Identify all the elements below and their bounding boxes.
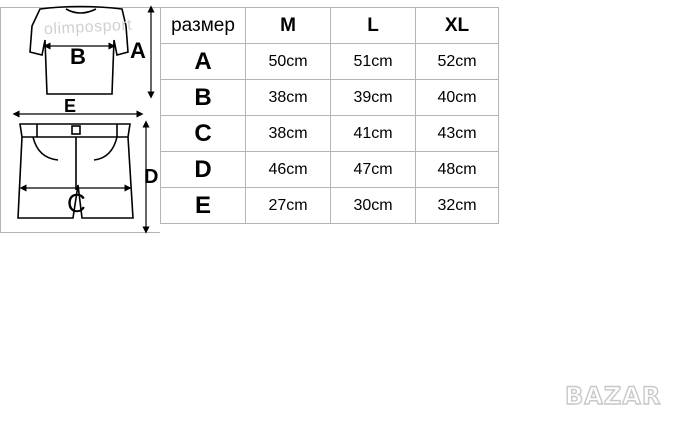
- table-cell: 38cm: [246, 116, 331, 152]
- table-row: [161, 152, 499, 188]
- table-cell: 30cm: [331, 188, 416, 224]
- corner-header: размер: [161, 8, 246, 44]
- dimension-label-b: B: [70, 44, 86, 69]
- table-cell: 46cm: [246, 152, 331, 188]
- row-label: E: [161, 188, 246, 224]
- table-cell: 40cm: [416, 80, 499, 116]
- table-cell: 39cm: [331, 80, 416, 116]
- column-header: L: [331, 8, 416, 44]
- bazar-logo: [563, 376, 667, 412]
- table-row: [161, 80, 499, 116]
- table-cell: 41cm: [331, 116, 416, 152]
- table-header-row: [161, 8, 499, 44]
- table-cell: 52cm: [416, 44, 499, 80]
- bazar-watermark-logo: [563, 376, 667, 417]
- table-cell: 48cm: [416, 152, 499, 188]
- svg-text:BAZAR: BAZAR: [565, 382, 662, 410]
- row-label: A: [161, 44, 246, 80]
- size-chart-table: [160, 7, 499, 224]
- dimension-label-c: C: [67, 188, 86, 218]
- table-row: [161, 44, 499, 80]
- table-cell: 47cm: [331, 152, 416, 188]
- table-row: [161, 116, 499, 152]
- column-header: M: [246, 8, 331, 44]
- table-cell: 43cm: [416, 116, 499, 152]
- row-label: C: [161, 116, 246, 152]
- row-label: D: [161, 152, 246, 188]
- table-cell: 51cm: [331, 44, 416, 80]
- table-cell: 27cm: [246, 188, 331, 224]
- column-header: XL: [416, 8, 499, 44]
- table-cell: 50cm: [246, 44, 331, 80]
- table-cell: 32cm: [416, 188, 499, 224]
- table-cell: 38cm: [246, 80, 331, 116]
- table-row: [161, 188, 499, 224]
- dimension-label-d: D: [144, 166, 159, 188]
- row-label: B: [161, 80, 246, 116]
- dimension-label-a: A: [130, 38, 146, 63]
- watermark-text-top: olimposport: [43, 16, 133, 39]
- dimension-label-e: E: [64, 96, 77, 116]
